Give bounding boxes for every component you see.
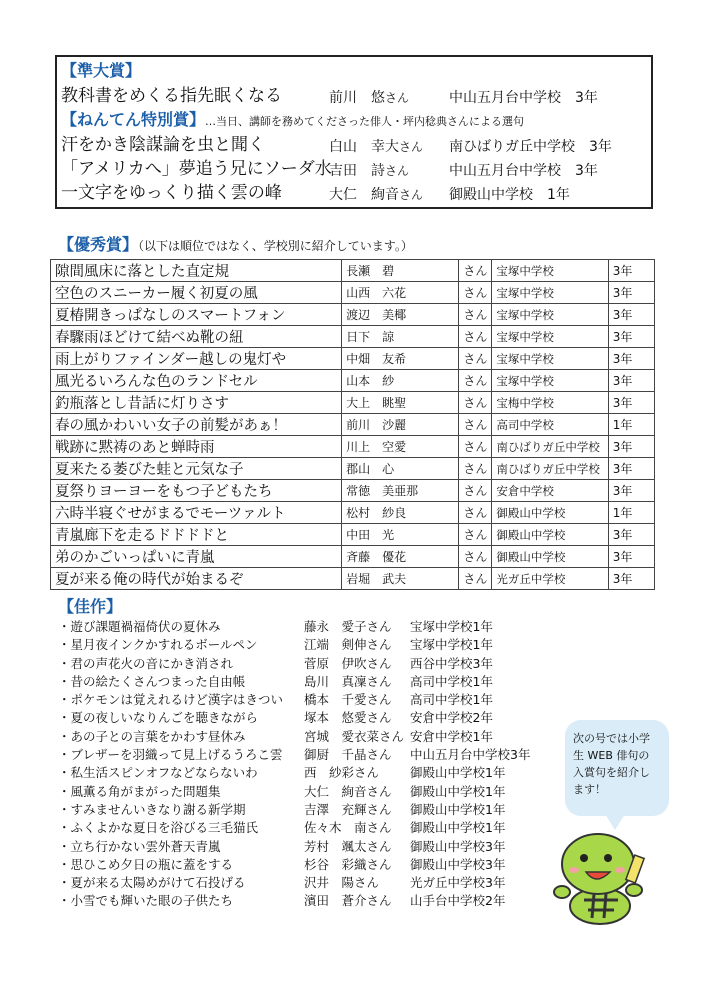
jundaisho-school: 中山五月台中学校 3年 (449, 90, 598, 106)
nenten-school-2: 中山五月台中学校 3年 (449, 163, 598, 179)
school-cell: 高司中学校 (492, 414, 608, 436)
name-cell: 斉藤 優花 (342, 546, 459, 568)
kasaku-name: 芳村 颯太さん (304, 838, 392, 854)
speech-bubble (565, 720, 669, 816)
list-item (58, 635, 578, 653)
school-cell: 御殿山中学校 (492, 524, 608, 546)
san-cell: さん (459, 458, 492, 480)
list-item (58, 672, 578, 690)
name-cell: 前川 沙麗 (342, 414, 459, 436)
kasaku-haiku: ・ブレザーを羽織って見上げるうろこ雲 (58, 747, 283, 763)
grade-cell: 3年 (608, 392, 654, 414)
grade-cell: 3年 (608, 260, 654, 282)
list-item (58, 837, 578, 855)
kasaku-school: 光ガ丘中学校3年 (410, 875, 506, 891)
grade-cell: 3年 (608, 304, 654, 326)
haiku-cell: 隙間風床に落とした直定規 (51, 260, 342, 282)
grade-cell: 3年 (608, 348, 654, 370)
grade-cell: 3年 (608, 326, 654, 348)
list-item (58, 873, 578, 891)
kasaku-school: 高司中学校1年 (410, 692, 493, 708)
kasaku-name: 島川 真凜さん (304, 673, 392, 689)
kasaku-school: 中山五月台中学校3年 (410, 747, 531, 763)
list-item (58, 818, 578, 836)
grade-cell: 1年 (608, 414, 654, 436)
kasaku-school: 山手台中学校2年 (410, 893, 506, 909)
kasaku-haiku: ・風薫る角がまがった問題集 (58, 783, 221, 799)
haiku-cell: 春の風かわいい女子の前髪があぁ！ (51, 414, 342, 436)
kasaku-name: 藤永 愛子さん (304, 619, 392, 634)
bubble-line: ます！ (573, 783, 606, 796)
kasaku-heading: 【佳作】 (58, 597, 123, 616)
kasaku-school: 御殿山中学校1年 (410, 820, 506, 836)
bubble-line: 次の号では小学 (573, 732, 650, 745)
grade-cell: 3年 (608, 524, 654, 546)
kasaku-name: 橋本 千愛さん (304, 692, 392, 708)
haiku-cell: 夏が来る俺の時代が始まるぞ (51, 568, 342, 590)
list-item (58, 727, 578, 745)
list-item (58, 855, 578, 873)
school-cell: 御殿山中学校 (492, 502, 608, 524)
table-row (51, 370, 655, 392)
grade-cell: 3年 (608, 282, 654, 304)
nenten-school-1: 南ひばりガ丘中学校 3年 (449, 139, 612, 155)
name-cell: 川上 空愛 (342, 436, 459, 458)
kasaku-name: 杉谷 彩織さん (304, 856, 392, 872)
san-cell: さん (459, 348, 492, 370)
haiku-cell: 戦跡に黙祷のあと蝉時雨 (51, 436, 342, 458)
grade-cell: 3年 (608, 480, 654, 502)
kasaku-school: 宝塚中学校1年 (410, 637, 493, 653)
table-row (51, 436, 655, 458)
san-cell: さん (459, 414, 492, 436)
school-cell: 御殿山中学校 (492, 546, 608, 568)
haiku-cell: 夏祭りヨーヨーをもつ子どもたち (51, 480, 342, 502)
kasaku-haiku: ・ポケモンは覚えれるけど漢字はきつい (58, 692, 284, 708)
kasaku-haiku: ・あの子との言葉をかわす昼休み (58, 728, 246, 744)
name-cell: 松村 紗良 (342, 502, 459, 524)
jundaisho-name: 前川 悠さん (329, 90, 410, 106)
nenten-header: 【ねんてん特別賞】…当日、講師を務めてくださった俳人・坪内稔典さんによる選句 (61, 110, 525, 129)
grade-cell: 3年 (608, 458, 654, 480)
kasaku-haiku: ・夏が来る太陽めがけて石投げる (58, 875, 246, 891)
school-cell: 宝梅中学校 (492, 392, 608, 414)
table-row (51, 304, 655, 326)
name-cell: 郡山 心 (342, 458, 459, 480)
haiku-cell: 夏椿開きっぱなしのスマートフォン (51, 304, 342, 326)
list-item (58, 617, 578, 635)
kasaku-haiku: ・小雪でも輝いた眼の子供たち (58, 893, 234, 909)
san-cell: さん (459, 436, 492, 458)
kasaku-name: 沢井 陽さん (304, 875, 380, 891)
kasaku-name: 江端 剣伸さん (304, 637, 392, 653)
kasaku-haiku: ・ふくよかな夏日を浴びる三毛猫氏 (58, 820, 259, 836)
name-cell: 長瀬 碧 (342, 260, 459, 282)
yushu-table (50, 259, 655, 590)
kasaku-haiku: ・星月夜インクかすれるボールペン (58, 637, 258, 653)
kasaku-school: 宝塚中学校1年 (410, 619, 493, 634)
school-cell: 宝塚中学校 (492, 348, 608, 370)
name-cell: 中畑 友希 (342, 348, 459, 370)
list-item (58, 782, 578, 800)
san-cell: さん (459, 502, 492, 524)
list-item (58, 690, 578, 708)
kasaku-haiku: ・夏の夜しいなりんごを聴きながら (58, 710, 259, 726)
table-row (51, 414, 655, 436)
list-item (58, 708, 578, 726)
name-cell: 渡辺 美椰 (342, 304, 459, 326)
list-item (58, 654, 578, 672)
kasaku-haiku: ・すみませんいきなり謝る新学期 (58, 801, 246, 817)
kasaku-haiku: ・遊び課題禍福倚伏の夏休み (58, 619, 221, 634)
kasaku-haiku: ・私生活スピンオフなどならないわ (58, 765, 258, 781)
san-cell: さん (459, 282, 492, 304)
mascot-icon (548, 818, 658, 928)
san-cell: さん (459, 260, 492, 282)
kasaku-school: 御殿山中学校1年 (410, 765, 506, 781)
school-cell: 宝塚中学校 (492, 282, 608, 304)
san-cell: さん (459, 326, 492, 348)
bubble-line: 入賞句を紹介し (573, 766, 650, 779)
san-cell: さん (459, 480, 492, 502)
nenten-haiku-3: 一文字をゆっくり描く雲の峰 (61, 183, 282, 203)
school-cell: 南ひばりガ丘中学校 (492, 436, 608, 458)
kasaku-school: 安倉中学校1年 (410, 728, 493, 744)
school-cell: 南ひばりガ丘中学校 (492, 458, 608, 480)
kasaku-name: 塚本 悠愛さん (304, 710, 392, 726)
school-cell: 宝塚中学校 (492, 326, 608, 348)
kasaku-name: 西 紗彩さん (304, 765, 380, 781)
grade-cell: 3年 (608, 546, 654, 568)
table-row (51, 546, 655, 568)
nenten-haiku-2: 「アメリカへ」夢追う兄にソーダ水 (61, 159, 332, 179)
nenten-name-1: 白山 幸大さん (329, 139, 424, 155)
name-cell: 岩堀 武夫 (342, 568, 459, 590)
table-row (51, 524, 655, 546)
kasaku-school: 御殿山中学校3年 (410, 856, 506, 872)
kasaku-haiku: ・昔の絵たくさんつまった自由帳 (58, 673, 246, 689)
kasaku-school: 御殿山中学校1年 (410, 801, 506, 817)
kasaku-haiku: ・思ひこめ夕日の瓶に蓋をする (58, 856, 234, 872)
san-cell: さん (459, 304, 492, 326)
san-cell: さん (459, 524, 492, 546)
name-cell: 常徳 美亜那 (342, 480, 459, 502)
kasaku-name: 宮城 愛衣菜さん (304, 728, 405, 744)
school-cell: 宝塚中学校 (492, 370, 608, 392)
kasaku-haiku: ・立ち行かない雲外蒼天青嵐 (58, 838, 221, 854)
school-cell: 安倉中学校 (492, 480, 608, 502)
grade-cell: 3年 (608, 568, 654, 590)
nenten-school-3: 御殿山中学校 1年 (449, 187, 570, 203)
san-cell: さん (459, 568, 492, 590)
name-cell: 中田 光 (342, 524, 459, 546)
table-row (51, 458, 655, 480)
grade-cell: 1年 (608, 502, 654, 524)
jundaisho-haiku: 教科書をめくる指先眠くなる (61, 86, 282, 106)
kasaku-school: 御殿山中学校3年 (410, 838, 506, 854)
nenten-haiku-1: 汗をかき陰謀論を虫と聞く (61, 135, 265, 155)
haiku-cell: 雨上がりファインダー越しの鬼灯や (51, 348, 342, 370)
list-item (58, 763, 578, 781)
table-row (51, 260, 655, 282)
kasaku-haiku: ・君の声花火の音にかき消され (58, 655, 234, 671)
haiku-cell: 青嵐廊下を走るドドドドと (51, 524, 342, 546)
kasaku-name: 吉澤 充輝さん (304, 801, 392, 817)
grade-cell: 3年 (608, 436, 654, 458)
table-row (51, 326, 655, 348)
table-row (51, 282, 655, 304)
name-cell: 大上 眺聖 (342, 392, 459, 414)
san-cell: さん (459, 392, 492, 414)
table-row (51, 502, 655, 524)
name-cell: 山西 六花 (342, 282, 459, 304)
nenten-name-2: 吉田 詩さん (329, 163, 410, 179)
san-cell: さん (459, 546, 492, 568)
kasaku-name: 御厨 千晶さん (304, 747, 392, 763)
kasaku-name: 大仁 絢音さん (304, 783, 392, 799)
kasaku-school: 御殿山中学校1年 (410, 783, 506, 799)
kasaku-name: 佐々木 南さん (304, 820, 392, 836)
san-cell: さん (459, 370, 492, 392)
school-cell: 光ガ丘中学校 (492, 568, 608, 590)
haiku-cell: 弟のかごいっぱいに青嵐 (51, 546, 342, 568)
list-item (58, 745, 578, 763)
name-cell: 日下 諒 (342, 326, 459, 348)
name-cell: 山本 紗 (342, 370, 459, 392)
kasaku-school: 安倉中学校2年 (410, 710, 493, 726)
jundaisho-heading: 【準大賞】 (61, 61, 142, 80)
haiku-cell: 風光るいろんな色のランドセル (51, 370, 342, 392)
nenten-name-3: 大仁 絢音さん (329, 187, 424, 203)
haiku-cell: 六時半寝ぐせがまるでモーツァルト (51, 502, 342, 524)
kasaku-school: 西谷中学校3年 (410, 655, 493, 671)
table-row (51, 348, 655, 370)
yushu-header: 【優秀賞】（以下は順位ではなく、学校別に紹介しています。） (58, 235, 413, 254)
table-row (51, 568, 655, 590)
list-item (58, 800, 578, 818)
kasaku-list (58, 617, 578, 910)
kasaku-name: 濱田 蒼介さん (304, 893, 392, 909)
kasaku-name: 菅原 伊吹さん (304, 655, 392, 671)
school-cell: 宝塚中学校 (492, 304, 608, 326)
haiku-cell: 春驟雨ほどけて結べぬ靴の紐 (51, 326, 342, 348)
list-item (58, 891, 578, 909)
top-awards-box (55, 55, 653, 209)
bubble-line: 生 WEB 俳句の (573, 749, 650, 762)
school-cell: 宝塚中学校 (492, 260, 608, 282)
grade-cell: 3年 (608, 370, 654, 392)
haiku-cell: 夏来たる萎びた蛙と元気な子 (51, 458, 342, 480)
haiku-cell: 釣瓶落とし昔話に灯りさす (51, 392, 342, 414)
table-row (51, 480, 655, 502)
kasaku-school: 高司中学校1年 (410, 673, 493, 689)
haiku-cell: 空色のスニーカー履く初夏の風 (51, 282, 342, 304)
table-row (51, 392, 655, 414)
